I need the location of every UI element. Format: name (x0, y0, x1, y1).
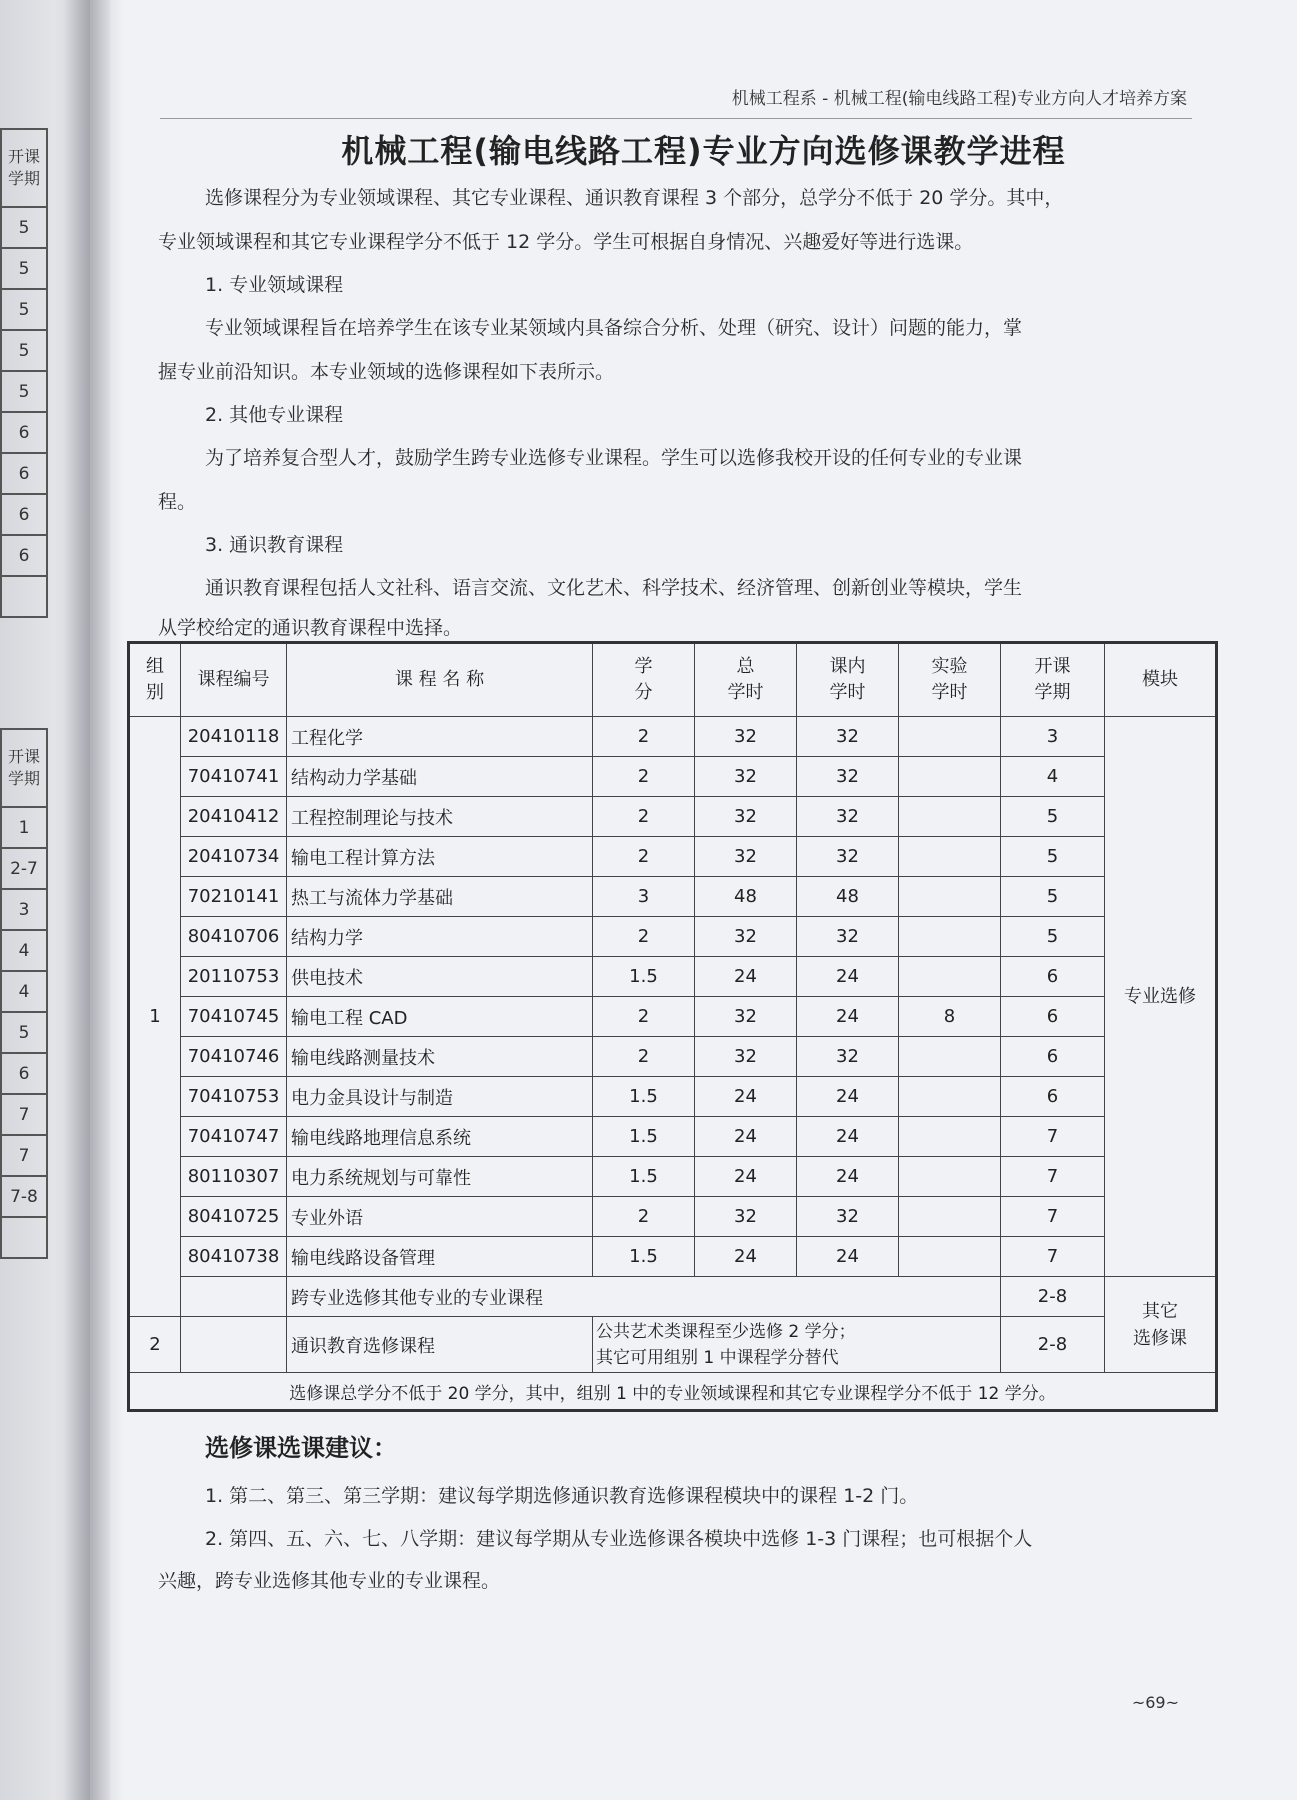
section-line: 程。 (158, 491, 197, 513)
table-row (129, 1037, 1217, 1077)
course-note: 公共艺术类课程至少选修 2 学分； 其它可用组别 1 中课程学分替代 (593, 1317, 1001, 1373)
course-lab-hours (899, 757, 1001, 797)
course-semester: 6 (1001, 1077, 1105, 1117)
course-lab-hours (899, 877, 1001, 917)
course-credit: 2 (593, 917, 695, 957)
course-name: 结构力学 (287, 917, 593, 957)
course-lecture-hours: 24 (797, 1237, 899, 1277)
table-row (129, 717, 1217, 757)
left-table-cell: 5 (1, 207, 47, 248)
left-table-cell: 6 (1, 494, 47, 535)
course-code: 80410706 (181, 917, 287, 957)
course-semester: 7 (1001, 1157, 1105, 1197)
course-total-hours: 32 (695, 797, 797, 837)
left-table-cell: 5 (1, 248, 47, 289)
left-table-header: 开课 学期 (1, 729, 47, 807)
left-table-cell: 6 (1, 535, 47, 576)
course-code (181, 1317, 287, 1373)
section-line: 通识教育课程包括人文社科、语言交流、文化艺术、科学技术、经济管理、创新创业等模块，学生 (205, 577, 1023, 599)
course-total-hours: 24 (695, 1117, 797, 1157)
course-lab-hours (899, 717, 1001, 757)
table-row (129, 957, 1217, 997)
course-name: 输电线路地理信息系统 (287, 1117, 593, 1157)
course-name: 通识教育选修课程 (287, 1317, 593, 1373)
course-name: 工程控制理论与技术 (287, 797, 593, 837)
course-lecture-hours: 48 (797, 877, 899, 917)
course-semester: 2-8 (1001, 1317, 1105, 1373)
table-row (129, 757, 1217, 797)
left-page-table-bottom (0, 728, 48, 1259)
header-credit: 学 分 (593, 643, 695, 717)
header-code: 课程编号 (181, 643, 287, 717)
course-total-hours: 32 (695, 717, 797, 757)
header-name: 课 程 名 称 (287, 643, 593, 717)
page-number: ~69~ (1131, 1693, 1179, 1712)
module-cell-other: 其它 选修课 (1105, 1277, 1217, 1373)
course-credit: 3 (593, 877, 695, 917)
table-footer-row (129, 1373, 1217, 1411)
section-line: 从学校给定的通识教育课程中选择。 (158, 617, 463, 639)
left-table-cell: 7-8 (1, 1176, 47, 1217)
left-table-cell: 5 (1, 330, 47, 371)
header-semester: 开课 学期 (1001, 643, 1105, 717)
course-lecture-hours: 24 (797, 997, 899, 1037)
course-credit: 1.5 (593, 1077, 695, 1117)
course-total-hours: 48 (695, 877, 797, 917)
course-total-hours: 32 (695, 837, 797, 877)
course-total-hours: 24 (695, 957, 797, 997)
section-line: 专业领域课程旨在培养学生在该专业某领域内具备综合分析、处理（研究、设计）问题的能力，掌 (205, 317, 1023, 339)
table-header-row (129, 643, 1217, 717)
course-credit: 2 (593, 757, 695, 797)
course-semester: 4 (1001, 757, 1105, 797)
course-code: 20110753 (181, 957, 287, 997)
course-credit: 1.5 (593, 957, 695, 997)
intro-line: 专业领域课程和其它专业课程学分不低于 12 学分。学生可根据自身情况、兴趣爱好等进行选课。 (158, 231, 974, 253)
table-row (129, 877, 1217, 917)
module-cell: 专业选修 (1105, 717, 1217, 1277)
table-row-cross-major (129, 1277, 1217, 1317)
advice-title: 选修课选课建议： (205, 1434, 397, 1462)
course-lecture-hours: 32 (797, 1037, 899, 1077)
running-header: 机械工程系 - 机械工程(输电线路工程)专业方向人才培养方案 (731, 89, 1187, 109)
course-credit: 1.5 (593, 1237, 695, 1277)
course-code: 70410753 (181, 1077, 287, 1117)
left-table-cell: 6 (1, 412, 47, 453)
section-heading: 3. 通识教育课程 (205, 534, 344, 556)
course-semester: 5 (1001, 837, 1105, 877)
course-lab-hours (899, 957, 1001, 997)
left-table-cell: 4 (1, 930, 47, 971)
table-row (129, 997, 1217, 1037)
course-code: 80110307 (181, 1157, 287, 1197)
left-table-cell: 4 (1, 971, 47, 1012)
left-table-cell: 2-7 (1, 848, 47, 889)
table-row-general-education (129, 1317, 1217, 1373)
course-name: 跨专业选修其他专业的专业课程 (287, 1277, 1001, 1317)
left-table-cell (1, 1217, 47, 1258)
course-lab-hours (899, 1077, 1001, 1117)
course-credit: 1.5 (593, 1157, 695, 1197)
course-semester: 6 (1001, 997, 1105, 1037)
table-row (129, 1197, 1217, 1237)
header-module: 模块 (1105, 643, 1217, 717)
left-table-cell: 5 (1, 371, 47, 412)
course-code: 70410746 (181, 1037, 287, 1077)
course-semester: 2-8 (1001, 1277, 1105, 1317)
table-footer-note: 选修课总学分不低于 20 学分，其中，组别 1 中的专业领域课程和其它专业课程学分不低于 12 学分。 (129, 1373, 1217, 1411)
header-group: 组 别 (129, 643, 181, 717)
course-credit: 2 (593, 717, 695, 757)
course-lab-hours (899, 917, 1001, 957)
header-lecture-hours: 课内 学时 (797, 643, 899, 717)
course-lab-hours (899, 1117, 1001, 1157)
course-total-hours: 32 (695, 1037, 797, 1077)
course-code: 80410738 (181, 1237, 287, 1277)
course-lab-hours (899, 1157, 1001, 1197)
left-table-cell: 3 (1, 889, 47, 930)
advice-item: 1. 第二、第三、第三学期：建议每学期选修通识教育选修课程模块中的课程 1-2 门。 (205, 1485, 919, 1507)
course-semester: 5 (1001, 917, 1105, 957)
left-table-cell: 6 (1, 453, 47, 494)
advice-item: 兴趣，跨专业选修其他专业的专业课程。 (158, 1570, 501, 1592)
course-name: 输电线路设备管理 (287, 1237, 593, 1277)
course-code: 20410734 (181, 837, 287, 877)
table-row (129, 837, 1217, 877)
course-lab-hours (899, 1037, 1001, 1077)
left-table-cell: 1 (1, 807, 47, 848)
course-name: 输电线路测量技术 (287, 1037, 593, 1077)
left-table-cell (1, 576, 47, 617)
course-lecture-hours: 24 (797, 1117, 899, 1157)
course-credit: 2 (593, 837, 695, 877)
section-line: 握专业前沿知识。本专业领域的选修课程如下表所示。 (158, 361, 615, 383)
course-total-hours: 32 (695, 757, 797, 797)
course-name: 电力系统规划与可靠性 (287, 1157, 593, 1197)
course-total-hours: 24 (695, 1237, 797, 1277)
course-total-hours: 24 (695, 1157, 797, 1197)
left-table-cell: 5 (1, 289, 47, 330)
course-lab-hours: 8 (899, 997, 1001, 1037)
header-lab-hours: 实验 学时 (899, 643, 1001, 717)
left-page-table-top (0, 128, 48, 618)
course-lab-hours (899, 837, 1001, 877)
table-row (129, 1077, 1217, 1117)
course-credit: 1.5 (593, 1117, 695, 1157)
table-row (129, 1117, 1217, 1157)
left-table-cell: 6 (1, 1053, 47, 1094)
group-cell: 2 (129, 1317, 181, 1373)
course-semester: 7 (1001, 1117, 1105, 1157)
elective-course-table (127, 641, 1218, 1412)
left-table-cell: 7 (1, 1094, 47, 1135)
course-lecture-hours: 32 (797, 797, 899, 837)
course-name: 供电技术 (287, 957, 593, 997)
left-table-header: 开课 学期 (1, 129, 47, 207)
section-line: 为了培养复合型人才，鼓励学生跨专业选修专业课程。学生可以选修我校开设的任何专业的专业课 (205, 447, 1023, 469)
course-name: 专业外语 (287, 1197, 593, 1237)
course-code (181, 1277, 287, 1317)
table-row (129, 917, 1217, 957)
header-total-hours: 总 学时 (695, 643, 797, 717)
course-lecture-hours: 32 (797, 917, 899, 957)
header-rule (160, 118, 1192, 119)
table-row (129, 797, 1217, 837)
course-total-hours: 24 (695, 1077, 797, 1117)
course-lecture-hours: 24 (797, 1157, 899, 1197)
course-name: 输电工程计算方法 (287, 837, 593, 877)
group-cell: 1 (129, 717, 181, 1317)
table-row (129, 1237, 1217, 1277)
course-semester: 7 (1001, 1197, 1105, 1237)
course-credit: 2 (593, 797, 695, 837)
course-total-hours: 32 (695, 1197, 797, 1237)
course-semester: 6 (1001, 957, 1105, 997)
course-lecture-hours: 32 (797, 717, 899, 757)
course-lecture-hours: 24 (797, 1077, 899, 1117)
course-code: 70410741 (181, 757, 287, 797)
course-credit: 2 (593, 1037, 695, 1077)
course-code: 70410745 (181, 997, 287, 1037)
course-credit: 2 (593, 1197, 695, 1237)
section-heading: 1. 专业领域课程 (205, 274, 344, 296)
course-total-hours: 32 (695, 997, 797, 1037)
course-total-hours: 32 (695, 917, 797, 957)
course-semester: 6 (1001, 1037, 1105, 1077)
left-table-cell: 7 (1, 1135, 47, 1176)
course-semester: 5 (1001, 797, 1105, 837)
page-title: 机械工程(输电线路工程)专业方向选修课教学进程 (341, 132, 1066, 170)
course-semester: 7 (1001, 1237, 1105, 1277)
course-code: 20410412 (181, 797, 287, 837)
course-code: 70210141 (181, 877, 287, 917)
course-semester: 5 (1001, 877, 1105, 917)
course-credit: 2 (593, 997, 695, 1037)
course-name: 结构动力学基础 (287, 757, 593, 797)
course-lecture-hours: 24 (797, 957, 899, 997)
course-lecture-hours: 32 (797, 837, 899, 877)
course-name: 热工与流体力学基础 (287, 877, 593, 917)
course-lab-hours (899, 1237, 1001, 1277)
course-name: 电力金具设计与制造 (287, 1077, 593, 1117)
section-heading: 2. 其他专业课程 (205, 404, 344, 426)
course-code: 70410747 (181, 1117, 287, 1157)
book-gutter (64, 0, 124, 1800)
course-code: 20410118 (181, 717, 287, 757)
course-semester: 3 (1001, 717, 1105, 757)
course-lab-hours (899, 1197, 1001, 1237)
advice-item: 2. 第四、五、六、七、八学期：建议每学期从专业选修课各模块中选修 1-3 门课程；也可根据个人 (205, 1528, 1033, 1550)
left-table-cell: 5 (1, 1012, 47, 1053)
course-lecture-hours: 32 (797, 757, 899, 797)
course-lab-hours (899, 797, 1001, 837)
course-name: 输电工程 CAD (287, 997, 593, 1037)
intro-line: 选修课程分为专业领域课程、其它专业课程、通识教育课程 3 个部分，总学分不低于 20 学分。其中， (205, 187, 1064, 209)
course-code: 80410725 (181, 1197, 287, 1237)
table-row (129, 1157, 1217, 1197)
course-lecture-hours: 32 (797, 1197, 899, 1237)
course-name: 工程化学 (287, 717, 593, 757)
